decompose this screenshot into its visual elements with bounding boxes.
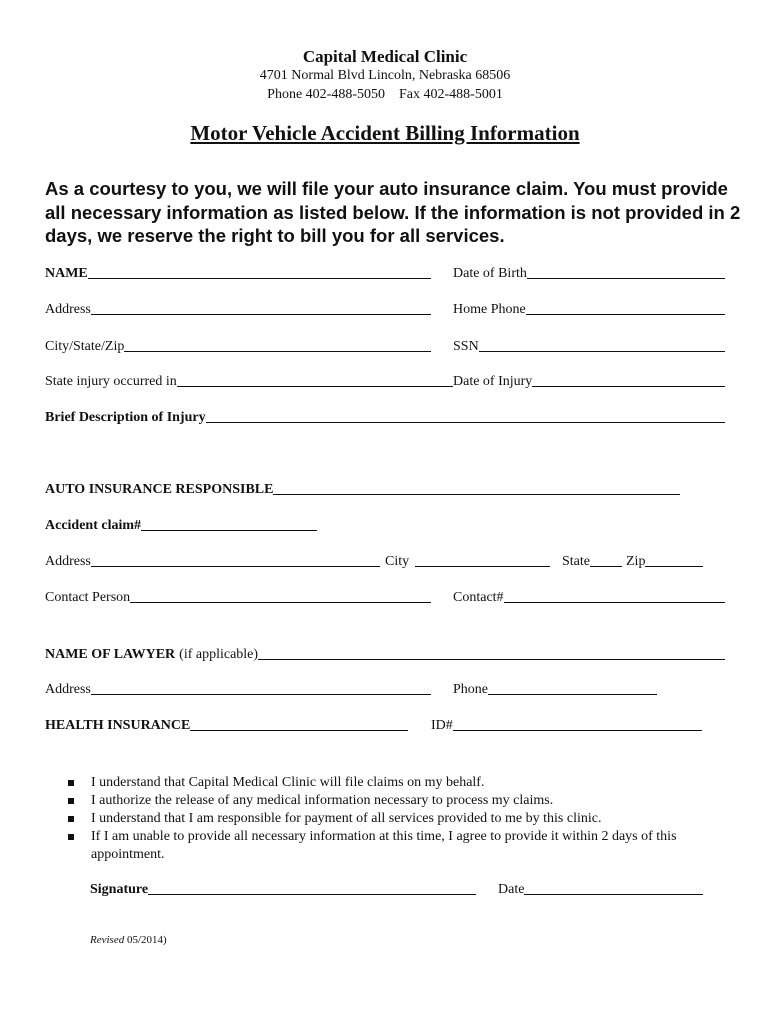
auto-insurance-field[interactable] xyxy=(45,480,680,498)
contact-person-field[interactable] xyxy=(45,588,431,606)
state-injury-label: State injury occurred in xyxy=(45,374,177,389)
lawyer-phone-line[interactable] xyxy=(488,694,657,695)
insurance-zip-line[interactable] xyxy=(645,566,703,567)
brief-description-line[interactable] xyxy=(206,422,725,423)
dob-label: Date of Birth xyxy=(453,266,527,281)
insurance-zip-field[interactable] xyxy=(626,552,703,570)
lawyer-phone-label: Phone xyxy=(453,682,488,697)
brief-description-label: Brief Description of Injury xyxy=(45,410,206,425)
revised-word: Revised xyxy=(90,934,125,946)
statement-text: If I am unable to provide all necessary information at this time, I agree to provide it within 2 days of this appointment. xyxy=(91,829,677,862)
signature-date-field[interactable] xyxy=(498,880,703,898)
health-id-line[interactable] xyxy=(453,730,702,731)
contact-number-field[interactable] xyxy=(453,588,725,606)
signature-date-label: Date xyxy=(498,882,525,897)
ssn-line[interactable] xyxy=(479,351,725,352)
insurance-state-field[interactable] xyxy=(562,552,622,570)
lawyer-address-line[interactable] xyxy=(91,694,431,695)
name-field[interactable] xyxy=(45,264,431,282)
health-insurance-line[interactable] xyxy=(190,730,408,731)
signature-line[interactable] xyxy=(148,894,476,895)
signature-field[interactable] xyxy=(90,880,476,898)
auto-insurance-label: AUTO INSURANCE RESPONSIBLE xyxy=(45,482,274,497)
health-id-field[interactable] xyxy=(431,716,702,734)
date-injury-label: Date of Injury xyxy=(453,374,533,389)
contact-number-label: Contact# xyxy=(453,590,504,605)
intro-paragraph: As a courtesy to you, we will file your auto insurance claim. You must provide all necessary information as listed below. If the information is not provided in 2 days, we reserve the right to bill you for all services. xyxy=(45,178,741,246)
address-line[interactable] xyxy=(91,314,431,315)
clinic-name: Capital Medical Clinic xyxy=(302,47,468,66)
clinic-phone: Phone 402-488-5050 xyxy=(267,87,385,102)
contact-number-line[interactable] xyxy=(504,602,725,603)
lawyer-address-field[interactable] xyxy=(45,680,431,698)
city-state-zip-line[interactable] xyxy=(124,351,431,352)
state-injury-line[interactable] xyxy=(177,386,453,387)
insurance-zip-label: Zip xyxy=(626,554,646,569)
bullet-square-icon xyxy=(68,816,74,822)
insurance-city-line[interactable] xyxy=(415,566,550,567)
health-insurance-label: HEALTH INSURANCE xyxy=(45,718,191,733)
home-phone-label: Home Phone xyxy=(453,302,526,317)
clinic-fax: Fax 402-488-5001 xyxy=(399,87,503,102)
brief-description-field[interactable] xyxy=(45,408,725,426)
statement-item xyxy=(66,828,736,864)
lawyer-name-label: NAME OF LAWYER xyxy=(45,647,176,662)
lawyer-applicable-note: (if applicable) xyxy=(179,647,259,662)
date-injury-field[interactable] xyxy=(453,372,725,390)
lawyer-address-label: Address xyxy=(45,682,91,697)
revised-date: 05/2014) xyxy=(126,934,167,946)
state-injury-field[interactable] xyxy=(45,372,453,390)
accident-claim-field[interactable] xyxy=(45,516,317,534)
insurance-city-label: City xyxy=(385,554,410,569)
lawyer-phone-field[interactable] xyxy=(453,680,657,698)
auto-insurance-line[interactable] xyxy=(273,494,680,495)
statement-text: I understand that Capital Medical Clinic will file claims on my behalf. xyxy=(91,775,485,790)
health-insurance-field[interactable] xyxy=(45,716,408,734)
statement-text: I understand that I am responsible for payment of all services provided to me by this clinic. xyxy=(91,811,602,826)
city-state-zip-label: City/State/Zip xyxy=(45,339,125,354)
dob-field[interactable] xyxy=(453,264,725,282)
statement-item xyxy=(66,774,736,792)
revision-note xyxy=(90,934,167,946)
insurance-state-line[interactable] xyxy=(590,566,622,567)
contact-person-label: Contact Person xyxy=(45,590,131,605)
insurance-address-label: Address xyxy=(45,554,91,569)
insurance-address-field[interactable] xyxy=(45,552,380,570)
clinic-phone-fax xyxy=(0,87,770,103)
contact-person-line[interactable] xyxy=(130,602,431,603)
insurance-address-line[interactable] xyxy=(91,566,380,567)
signature-date-line[interactable] xyxy=(524,894,703,895)
ssn-label: SSN xyxy=(453,339,479,354)
name-line[interactable] xyxy=(88,278,431,279)
accident-claim-line[interactable] xyxy=(141,530,317,531)
home-phone-line[interactable] xyxy=(526,314,725,315)
bullet-square-icon xyxy=(68,834,74,840)
bullet-square-icon xyxy=(68,780,74,786)
address-field[interactable] xyxy=(45,300,431,318)
date-injury-line[interactable] xyxy=(532,386,725,387)
form-title: Motor Vehicle Accident Billing Information xyxy=(190,121,580,145)
accident-claim-label: Accident claim# xyxy=(45,518,142,533)
statement-text: I authorize the release of any medical information necessary to process my claims. xyxy=(91,793,554,808)
address-label: Address xyxy=(45,302,91,317)
statement-item xyxy=(66,810,736,828)
signature-label: Signature xyxy=(90,882,149,897)
health-id-label: ID# xyxy=(431,718,453,733)
authorization-statements xyxy=(66,774,736,864)
lawyer-name-field[interactable] xyxy=(45,645,725,663)
city-state-zip-field[interactable] xyxy=(45,337,431,355)
insurance-city-field[interactable] xyxy=(385,552,550,570)
name-label: NAME xyxy=(45,266,88,281)
clinic-address: 4701 Normal Blvd Lincoln, Nebraska 68506 xyxy=(259,68,511,83)
insurance-state-label: State xyxy=(562,554,590,569)
ssn-field[interactable] xyxy=(453,337,725,355)
lawyer-name-line[interactable] xyxy=(258,659,725,660)
bullet-square-icon xyxy=(68,798,74,804)
home-phone-field[interactable] xyxy=(453,300,725,318)
statement-item xyxy=(66,792,736,810)
dob-line[interactable] xyxy=(527,278,725,279)
